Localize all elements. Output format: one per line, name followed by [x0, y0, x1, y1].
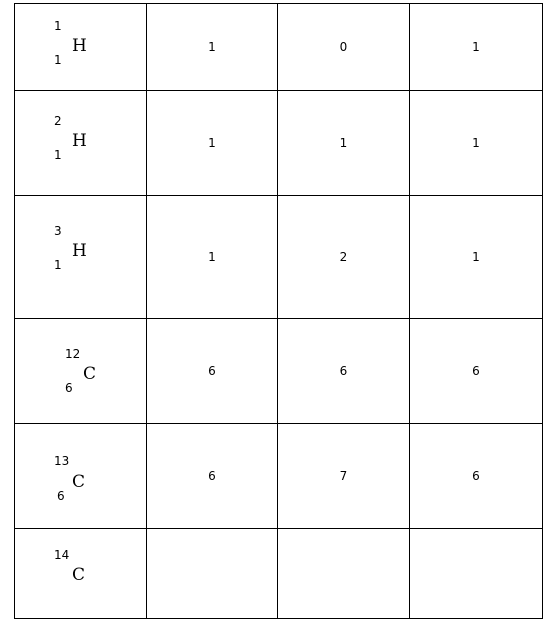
- element-symbol: C: [72, 565, 86, 585]
- nuclide-cell: [15, 91, 147, 196]
- nuclide-notation: [15, 91, 147, 195]
- atomic-number: 1: [54, 148, 62, 162]
- table-cell: 1: [410, 91, 543, 196]
- table-cell: 6: [278, 319, 410, 424]
- nuclide-cell: [15, 424, 147, 529]
- mass-number: 12: [65, 347, 81, 361]
- element-symbol: H: [72, 36, 87, 56]
- table-cell: 1: [147, 91, 278, 196]
- nuclide-notation: [15, 319, 147, 423]
- nuclide-notation: [15, 424, 147, 528]
- table-row: [15, 196, 543, 319]
- element-symbol: C: [72, 472, 86, 492]
- table-cell: 6: [410, 319, 543, 424]
- nuclide-cell: [15, 196, 147, 319]
- element-symbol: C: [83, 364, 97, 384]
- table-cell: 6: [147, 319, 278, 424]
- cut-off-heading-fragment: [76, 0, 116, 2]
- nuclide-notation: [15, 529, 147, 618]
- mass-number: 2: [54, 114, 62, 128]
- mass-number: 13: [54, 454, 70, 468]
- nuclide-notation: [15, 196, 147, 318]
- atomic-number: 1: [54, 258, 62, 272]
- atomic-number: 1: [54, 53, 62, 67]
- nuclide-cell: [15, 4, 147, 91]
- table-cell: [278, 529, 410, 619]
- table-cell: 0: [278, 4, 410, 91]
- table-cell: 2: [278, 196, 410, 319]
- table-cell: 6: [147, 424, 278, 529]
- mass-number: 1: [54, 19, 62, 33]
- table-row: [15, 529, 543, 619]
- isotope-table: [14, 3, 543, 619]
- element-symbol: H: [72, 131, 87, 151]
- mass-number: 3: [54, 224, 62, 238]
- table-row: [15, 91, 543, 196]
- table-cell: 1: [147, 4, 278, 91]
- nuclide-notation: [15, 4, 147, 90]
- table-cell: [410, 529, 543, 619]
- table-cell: [147, 529, 278, 619]
- mass-number: 14: [54, 548, 70, 562]
- table-row: [15, 319, 543, 424]
- atomic-number: 6: [57, 489, 65, 503]
- nuclide-cell: [15, 319, 147, 424]
- table-row: [15, 424, 543, 529]
- element-symbol: H: [72, 241, 87, 261]
- table-cell: 6: [410, 424, 543, 529]
- table-cell: 1: [278, 91, 410, 196]
- table-row: [15, 4, 543, 91]
- table-cell: 1: [147, 196, 278, 319]
- nuclide-cell: [15, 529, 147, 619]
- table-cell: 1: [410, 4, 543, 91]
- atomic-number: 6: [65, 381, 73, 395]
- table-cell: 7: [278, 424, 410, 529]
- table-cell: 1: [410, 196, 543, 319]
